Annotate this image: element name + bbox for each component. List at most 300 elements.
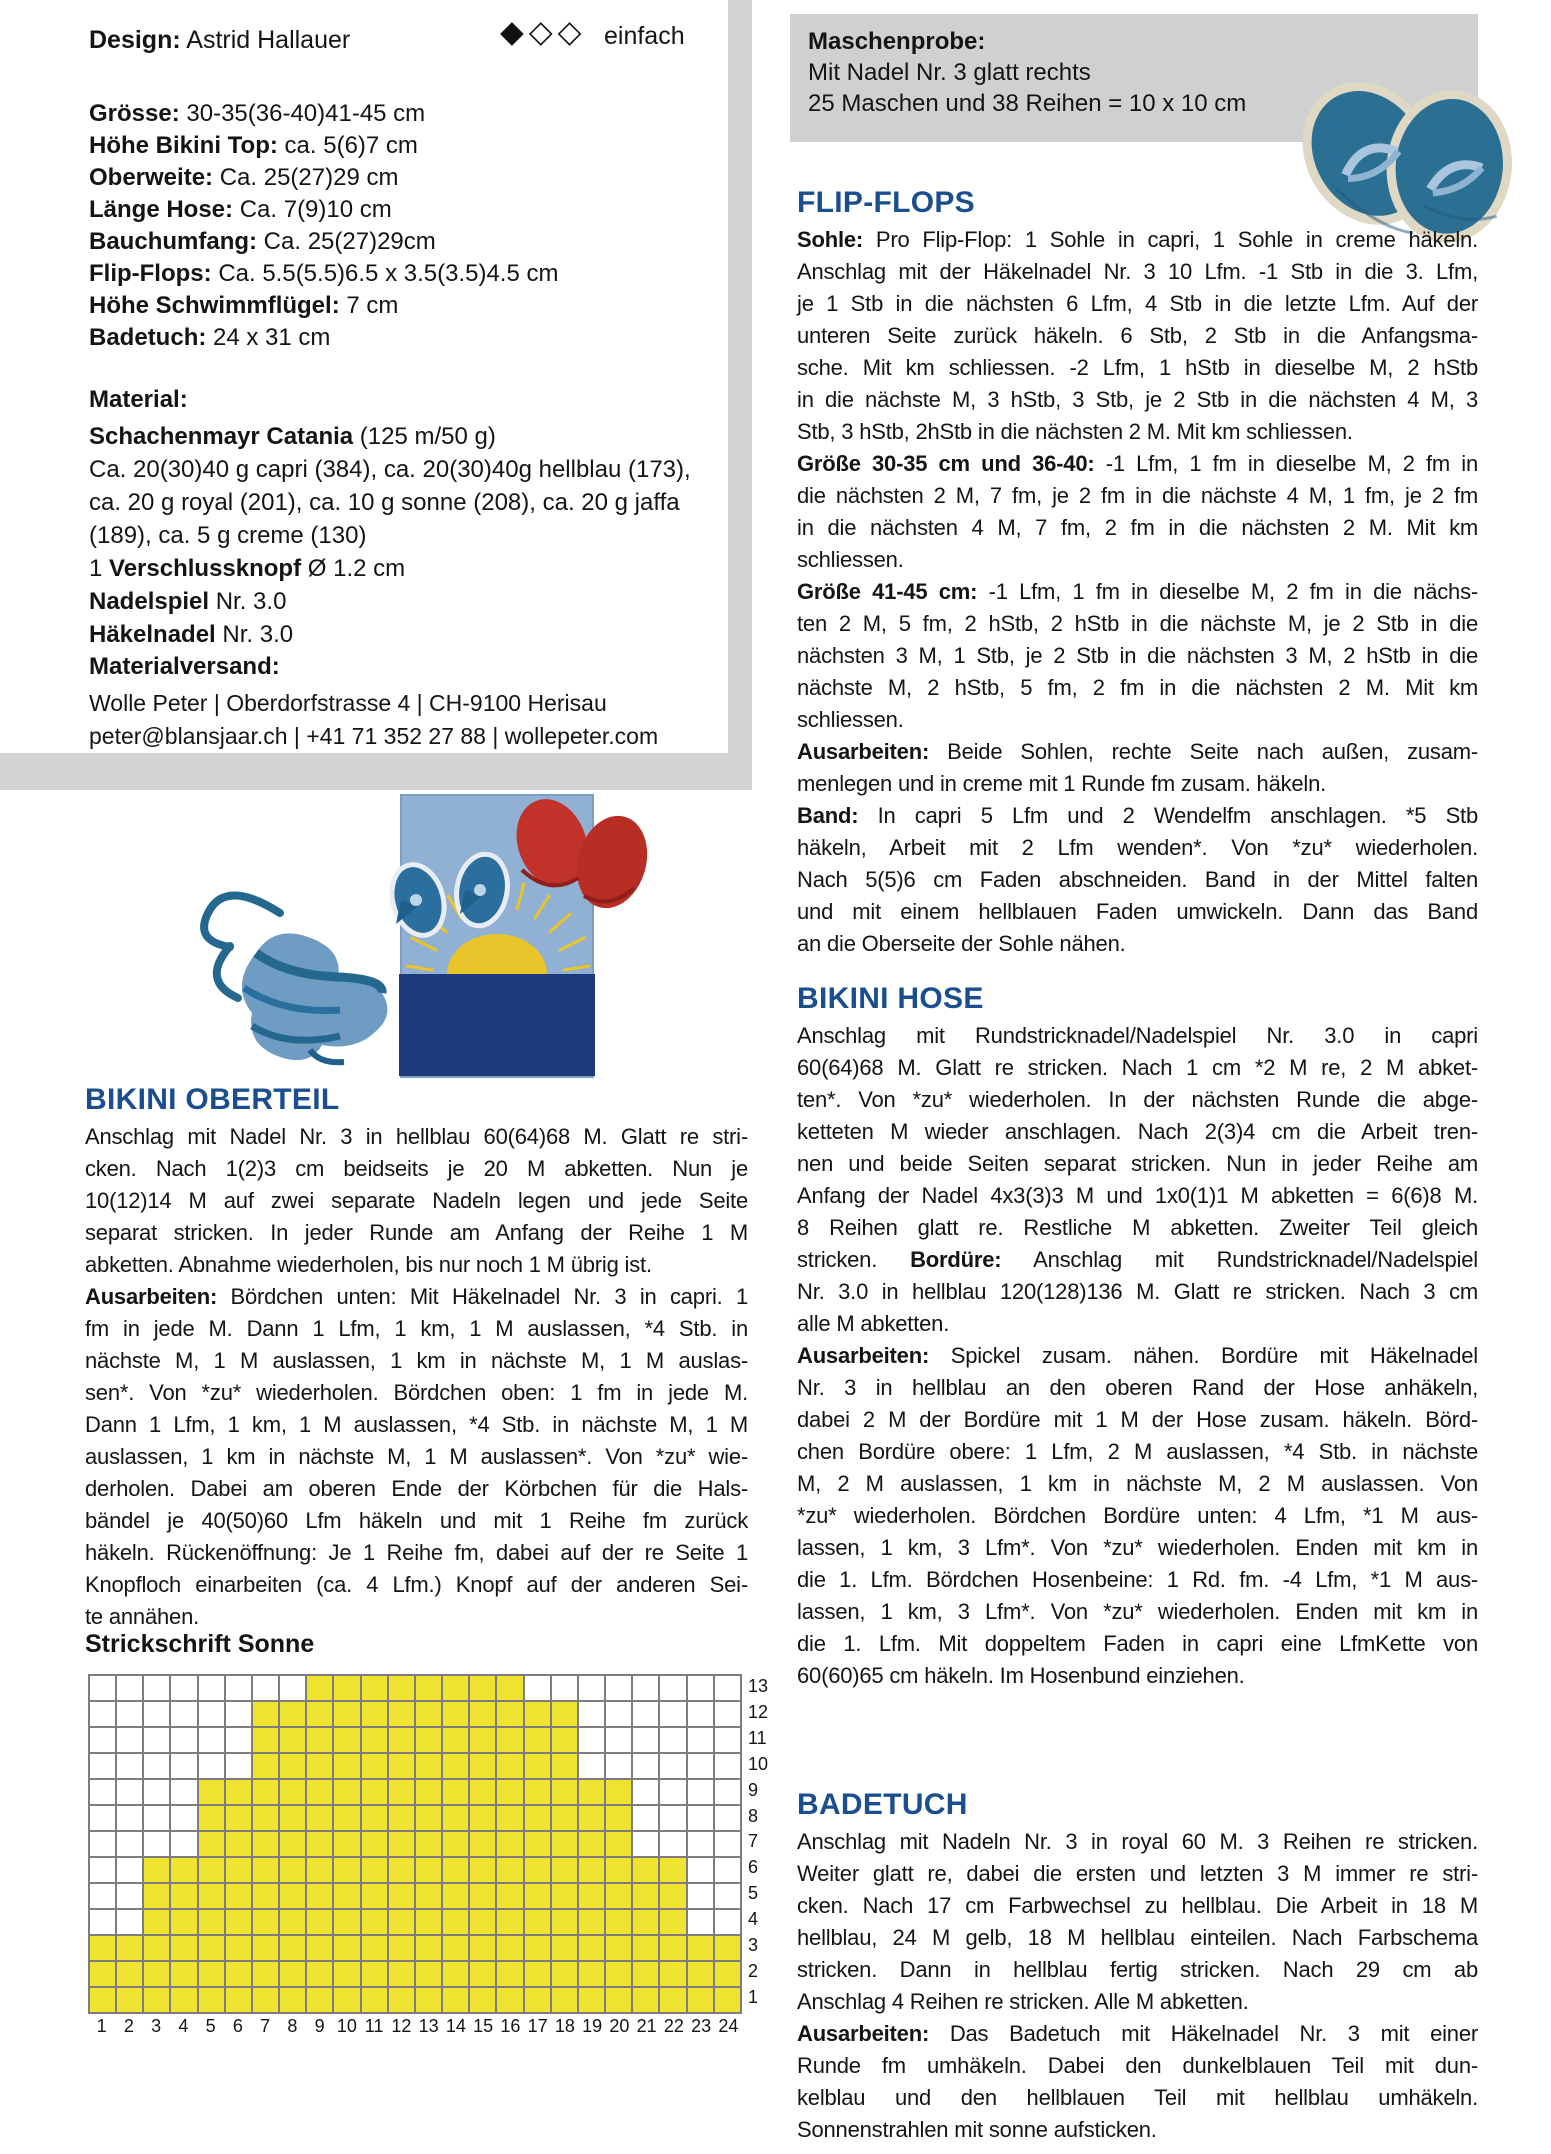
chart-cell-r9-c3 — [144, 1780, 169, 1804]
chart-cell-r8-c19 — [579, 1806, 604, 1830]
chart-cell-r12-c12 — [389, 1702, 414, 1726]
instruction-line: Anschlag mit Rundstricknadel/Nadelspiel Nr. 3.0 in capri — [797, 1023, 1478, 1048]
chart-cell-r11-c20 — [606, 1728, 631, 1752]
chart-cell-r7-c21 — [633, 1832, 658, 1856]
instruction-line: 60(64)68 M. Glatt re stricken. Nach 1 cm *2 M re, 2 M abket- — [797, 1055, 1478, 1080]
material-lines — [89, 420, 749, 651]
chart-cell-r13-c11 — [362, 1676, 387, 1700]
instruction-line: Ausarbeiten: Das Badetuch mit Häkelnadel Nr. 3 mit einer — [797, 2021, 1478, 2046]
text-line: Häkelnadel Nr. 3.0 — [89, 621, 294, 648]
chart-cell-r7-c13 — [416, 1832, 441, 1856]
chart-cell-r6-c15 — [470, 1858, 495, 1882]
chart-column-label: 5 — [205, 2016, 216, 2036]
chart-cell-r7-c4 — [171, 1832, 196, 1856]
chart-cell-r1-c4 — [171, 1988, 196, 2012]
chart-cell-r4-c4 — [171, 1910, 196, 1934]
chart-cell-r2-c2 — [117, 1962, 142, 1986]
chart-cell-r6-c16 — [497, 1858, 522, 1882]
chart-cell-r6-c10 — [334, 1858, 359, 1882]
chart-cell-r10-c10 — [334, 1754, 359, 1778]
chart-column-label: 17 — [527, 2016, 548, 2036]
chart-cell-r12-c2 — [117, 1702, 142, 1726]
chart-cell-r2-c3 — [144, 1962, 169, 1986]
chart-cell-r7-c23 — [688, 1832, 713, 1856]
chart-cell-r13-c21 — [633, 1676, 658, 1700]
chart-cell-r11-c2 — [117, 1728, 142, 1752]
instruction-line: in die nächste M, 3 hStb, 3 Stb, je 2 Stb in die nächsten 4 M, 3 — [797, 387, 1478, 412]
chart-cell-r6-c17 — [525, 1858, 550, 1882]
instruction-line: cken. Nach 17 cm Farbwechsel zu hellblau. Die Arbeit in 18 M — [797, 1893, 1478, 1918]
instruction-line: hellblau, 24 M gelb, 18 M hellblau einteilen. Nach Farbschema — [797, 1925, 1478, 1950]
chart-cell-r5-c13 — [416, 1884, 441, 1908]
chart-row-label: 3 — [748, 1934, 759, 1955]
instruction-line: cken. Nach 1(2)3 cm beidseits je 20 M abketten. Nun je — [85, 1156, 748, 1181]
chart-cell-r13-c6 — [226, 1676, 251, 1700]
chart-cell-r3-c5 — [199, 1936, 224, 1960]
chart-cell-r2-c9 — [307, 1962, 332, 1986]
instruction-line: bändel je 40(50)60 Lfm häkeln und mit 1 Reihe fm zurück — [85, 1508, 748, 1533]
chart-cell-r4-c15 — [470, 1910, 495, 1934]
chart-cell-r7-c19 — [579, 1832, 604, 1856]
chart-cell-r4-c22 — [660, 1910, 685, 1934]
chart-cell-r11-c17 — [525, 1728, 550, 1752]
chart-cell-r5-c10 — [334, 1884, 359, 1908]
instruction-line: alle M abketten. — [797, 1311, 950, 1336]
chart-cell-r10-c23 — [688, 1754, 713, 1778]
chart-cell-r2-c20 — [606, 1962, 631, 1986]
chart-cell-r9-c15 — [470, 1780, 495, 1804]
instruction-line: ten*. Von *zu* wiederholen. In der nächsten Runde die abge- — [797, 1087, 1478, 1112]
chart-cell-r2-c8 — [280, 1962, 305, 1986]
instruction-line: Anschlag 4 Reihen re stricken. Alle M abketten. — [797, 1989, 1249, 2014]
chart-cell-r13-c24 — [715, 1676, 740, 1700]
instruction-line: Weiter glatt re, dabei die ersten und letzten 3 M immer re stri- — [797, 1861, 1478, 1886]
chart-cell-r10-c7 — [253, 1754, 278, 1778]
instruction-line: Stb, 3 hStb, 2hStb in die nächsten 2 M. Mit km schliessen. — [797, 419, 1353, 444]
instruction-line: häkeln, Arbeit mit 2 Lfm wenden*. Von *zu* wiederholen. — [797, 835, 1478, 860]
chart-cell-r2-c22 — [660, 1962, 685, 1986]
chart-cell-r13-c9 — [307, 1676, 332, 1700]
chart-cell-r13-c12 — [389, 1676, 414, 1700]
instruction-line: *zu* wiederholen. Bördchen Bordüre unten: 4 Lfm, *1 M aus- — [797, 1503, 1478, 1528]
difficulty-label: einfach — [604, 22, 685, 50]
chart-cell-r5-c11 — [362, 1884, 387, 1908]
chart-cell-r5-c3 — [144, 1884, 169, 1908]
chart-cell-r1-c15 — [470, 1988, 495, 2012]
chart-cell-r1-c22 — [660, 1988, 685, 2012]
chart-cell-r3-c1 — [90, 1936, 115, 1960]
chart-cell-r2-c4 — [171, 1962, 196, 1986]
chart-cell-r5-c22 — [660, 1884, 685, 1908]
chart-cell-r11-c19 — [579, 1728, 604, 1752]
chart-cell-r12-c17 — [525, 1702, 550, 1726]
chart-cell-r10-c6 — [226, 1754, 251, 1778]
chart-cell-r10-c3 — [144, 1754, 169, 1778]
chart-cell-r12-c20 — [606, 1702, 631, 1726]
separator-band — [0, 753, 752, 790]
chart-cell-r5-c15 — [470, 1884, 495, 1908]
chart-cell-r7-c8 — [280, 1832, 305, 1856]
text-line: peter@blansjaar.ch | +41 71 352 27 88 | wollepeter.com — [89, 723, 659, 749]
chart-cell-r12-c6 — [226, 1702, 251, 1726]
chart-cell-r5-c8 — [280, 1884, 305, 1908]
chart-cell-r10-c24 — [715, 1754, 740, 1778]
chart-row-label: 8 — [748, 1805, 759, 1826]
chart-column-label: 2 — [123, 2016, 134, 2036]
text-line: Ca. 20(30)40 g capri (384), ca. 20(30)40g hellblau (173), — [89, 456, 691, 483]
chart-cell-r11-c16 — [497, 1728, 522, 1752]
chart-cell-r8-c9 — [307, 1806, 332, 1830]
instruction-line: kelblau und den hellblauen Teil mit hellblau umhäkeln. — [797, 2085, 1478, 2110]
chart-cell-r10-c15 — [470, 1754, 495, 1778]
chart-cell-r1-c16 — [497, 1988, 522, 2012]
instruction-line: nen und beide Seiten separat stricken. Nun in jeder Reihe am — [797, 1151, 1478, 1176]
chart-cell-r8-c13 — [416, 1806, 441, 1830]
chart-cell-r6-c7 — [253, 1858, 278, 1882]
instruction-line: Ausarbeiten: Beide Sohlen, rechte Seite nach außen, zusam- — [797, 739, 1478, 764]
chart-cell-r6-c14 — [443, 1858, 468, 1882]
chart-cell-r8-c23 — [688, 1806, 713, 1830]
chart-cell-r12-c15 — [470, 1702, 495, 1726]
chart-cell-r9-c6 — [226, 1780, 251, 1804]
chart-cell-r1-c5 — [199, 1988, 224, 2012]
chart-row-labels — [748, 1674, 782, 2010]
chart-cell-r9-c7 — [253, 1780, 278, 1804]
chart-column-labels — [88, 2016, 742, 2037]
instruction-line: Knopfloch einarbeiten (ca. 4 Lfm.) Knopf auf der anderen Sei- — [85, 1572, 748, 1597]
chart-cell-r10-c16 — [497, 1754, 522, 1778]
chart-cell-r11-c7 — [253, 1728, 278, 1752]
chart-cell-r9-c13 — [416, 1780, 441, 1804]
chart-cell-r11-c6 — [226, 1728, 251, 1752]
chart-cell-r13-c1 — [90, 1676, 115, 1700]
chart-cell-r6-c21 — [633, 1858, 658, 1882]
text-line: 1 Verschlussknopf Ø 1.2 cm — [89, 555, 406, 582]
instruction-line: ketteten M wieder anschlagen. Nach 2(3)4 cm die Arbeit tren- — [797, 1119, 1478, 1144]
chart-cell-r13-c14 — [443, 1676, 468, 1700]
chart-cell-r7-c3 — [144, 1832, 169, 1856]
chart-cell-r9-c1 — [90, 1780, 115, 1804]
chart-cell-r4-c17 — [525, 1910, 550, 1934]
chart-cell-r5-c7 — [253, 1884, 278, 1908]
size-info-row: Oberweite: Ca. 25(27)29 cm — [89, 164, 399, 191]
chart-cell-r3-c18 — [552, 1936, 577, 1960]
chart-cell-r9-c4 — [171, 1780, 196, 1804]
chart-cell-r8-c5 — [199, 1806, 224, 1830]
chart-cell-r9-c5 — [199, 1780, 224, 1804]
chart-cell-r11-c5 — [199, 1728, 224, 1752]
chart-cell-r7-c6 — [226, 1832, 251, 1856]
chart-cell-r11-c11 — [362, 1728, 387, 1752]
chart-cell-r4-c13 — [416, 1910, 441, 1934]
bikini-hose-instructions — [797, 1020, 1478, 1692]
design-label: Design: — [89, 26, 181, 54]
chart-cell-r9-c9 — [307, 1780, 332, 1804]
chart-column-label: 4 — [178, 2016, 189, 2036]
chart-cell-r12-c23 — [688, 1702, 713, 1726]
chart-cell-r4-c6 — [226, 1910, 251, 1934]
chart-column-label: 1 — [96, 2016, 107, 2036]
chart-cell-r13-c7 — [253, 1676, 278, 1700]
chart-column-label: 12 — [391, 2016, 412, 2036]
chart-cell-r9-c17 — [525, 1780, 550, 1804]
chart-cell-r13-c20 — [606, 1676, 631, 1700]
chart-cell-r3-c11 — [362, 1936, 387, 1960]
chart-title: Strickschrift Sonne — [85, 1630, 315, 1658]
instruction-line: die nächsten 2 M, 7 fm, je 2 fm in die nächste 4 M, 1 fm, je 2 fm — [797, 483, 1478, 508]
chart-cell-r7-c15 — [470, 1832, 495, 1856]
chart-column-label: 3 — [151, 2016, 162, 2036]
instruction-line: menlegen und in creme mit 1 Runde fm zusam. häkeln. — [797, 771, 1327, 796]
chart-cell-r3-c7 — [253, 1936, 278, 1960]
instruction-line: Dann 1 Lfm, 1 km, 1 M auslassen, *4 Stb. in nächste M, 1 M — [85, 1412, 748, 1437]
chart-cell-r13-c13 — [416, 1676, 441, 1700]
chart-cell-r9-c14 — [443, 1780, 468, 1804]
chart-column-label: 22 — [663, 2016, 684, 2036]
instruction-line: die 1. Lfm. Bördchen Hosenbeine: 1 Rd. fm. -4 Lfm, *1 M aus- — [797, 1567, 1478, 1592]
chart-column-label: 15 — [473, 2016, 494, 2036]
chart-cell-r4-c18 — [552, 1910, 577, 1934]
chart-cell-r12-c9 — [307, 1702, 332, 1726]
chart-cell-r6-c22 — [660, 1858, 685, 1882]
instruction-line: je 1 Stb in die nächsten 6 Lfm, 4 Stb in die letzte Lfm. Auf der — [797, 291, 1478, 316]
chart-cell-r6-c4 — [171, 1858, 196, 1882]
chart-cell-r10-c20 — [606, 1754, 631, 1778]
chart-cell-r9-c24 — [715, 1780, 740, 1804]
chart-cell-r1-c3 — [144, 1988, 169, 2012]
chart-cell-r11-c3 — [144, 1728, 169, 1752]
chart-cell-r11-c23 — [688, 1728, 713, 1752]
instruction-line: auslassen, 1 km in nächste M, 1 M auslassen*. Von *zu* wie- — [85, 1444, 748, 1469]
section-title-flipflops: FLIP-FLOPS — [797, 186, 975, 219]
chart-cell-r8-c20 — [606, 1806, 631, 1830]
chart-cell-r9-c22 — [660, 1780, 685, 1804]
badetuch-instructions — [797, 1826, 1478, 2146]
chart-row-label: 2 — [748, 1960, 759, 1981]
chart-cell-r2-c24 — [715, 1962, 740, 1986]
chart-cell-r13-c17 — [525, 1676, 550, 1700]
chart-cell-r9-c18 — [552, 1780, 577, 1804]
chart-cell-r10-c18 — [552, 1754, 577, 1778]
chart-cell-r4-c21 — [633, 1910, 658, 1934]
chart-cell-r8-c8 — [280, 1806, 305, 1830]
chart-cell-r13-c2 — [117, 1676, 142, 1700]
chart-cell-r8-c4 — [171, 1806, 196, 1830]
chart-cell-r3-c21 — [633, 1936, 658, 1960]
instruction-line: Größe 30-35 cm und 36-40: -1 Lfm, 1 fm in dieselbe M, 2 fm in — [797, 451, 1478, 476]
instruction-line: 8 Reihen glatt re. Restliche M abketten. Zweiter Teil gleich — [797, 1215, 1478, 1240]
chart-cell-r4-c24 — [715, 1910, 740, 1934]
chart-cell-r4-c16 — [497, 1910, 522, 1934]
instruction-line: und mit einem hellblauen Faden umwickeln. Dann das Band — [797, 899, 1478, 924]
chart-cell-r1-c19 — [579, 1988, 604, 2012]
chart-cell-r3-c24 — [715, 1936, 740, 1960]
chart-cell-r8-c14 — [443, 1806, 468, 1830]
chart-cell-r12-c5 — [199, 1702, 224, 1726]
chart-cell-r6-c2 — [117, 1858, 142, 1882]
instruction-line: schliessen. — [797, 547, 904, 572]
chart-cell-r6-c23 — [688, 1858, 713, 1882]
instruction-line: Nr. 3 in hellblau an den oberen Rand der Hose anhäkeln, — [797, 1375, 1478, 1400]
chart-cell-r12-c13 — [416, 1702, 441, 1726]
chart-cell-r3-c3 — [144, 1936, 169, 1960]
instruction-line: sen*. Von *zu* wiederholen. Bördchen oben: 1 fm in jede M. — [85, 1380, 748, 1405]
chart-cell-r8-c11 — [362, 1806, 387, 1830]
chart-cell-r5-c12 — [389, 1884, 414, 1908]
chart-cell-r13-c8 — [280, 1676, 305, 1700]
instruction-line: Runde fm umhäkeln. Dabei den dunkelblauen Teil mit dun- — [797, 2053, 1478, 2078]
chart-cell-r3-c4 — [171, 1936, 196, 1960]
size-info-row: Höhe Schwimmflügel: 7 cm — [89, 292, 399, 319]
chart-cell-r2-c13 — [416, 1962, 441, 1986]
chart-cell-r1-c6 — [226, 1988, 251, 2012]
chart-cell-r5-c14 — [443, 1884, 468, 1908]
instruction-line: te annähen. — [85, 1604, 200, 1629]
chart-cell-r6-c6 — [226, 1858, 251, 1882]
chart-cell-r8-c10 — [334, 1806, 359, 1830]
chart-cell-r8-c22 — [660, 1806, 685, 1830]
chart-cell-r4-c3 — [144, 1910, 169, 1934]
chart-cell-r10-c22 — [660, 1754, 685, 1778]
chart-cell-r3-c2 — [117, 1936, 142, 1960]
chart-row-label: 12 — [748, 1702, 769, 1723]
chart-row-label: 1 — [748, 1986, 759, 2007]
instruction-line: Ausarbeiten: Spickel zusam. nähen. Bordüre mit Häkelnadel — [797, 1343, 1478, 1368]
instruction-line: Ausarbeiten: Bördchen unten: Mit Häkelnadel Nr. 3 in capri. 1 — [85, 1284, 748, 1309]
chart-cell-r6-c5 — [199, 1858, 224, 1882]
text-line: Wolle Peter | Oberdorfstrasse 4 | CH-9100 Herisau — [89, 690, 607, 716]
chart-cell-r2-c7 — [253, 1962, 278, 1986]
chart-cell-r5-c16 — [497, 1884, 522, 1908]
chart-cell-r7-c1 — [90, 1832, 115, 1856]
chart-cell-r1-c24 — [715, 1988, 740, 2012]
chart-cell-r7-c22 — [660, 1832, 685, 1856]
chart-cell-r1-c17 — [525, 1988, 550, 2012]
section-title-bikini-hose: BIKINI HOSE — [797, 982, 984, 1015]
chart-cell-r1-c8 — [280, 1988, 305, 2012]
instruction-line: nächste M, 2 hStb, 5 fm, 2 fm in die nächsten 2 M. Mit km — [797, 675, 1478, 700]
chart-cell-r1-c9 — [307, 1988, 332, 2012]
chart-cell-r13-c10 — [334, 1676, 359, 1700]
chart-cell-r1-c7 — [253, 1988, 278, 2012]
size-info-row: Flip-Flops: Ca. 5.5(5.5)6.5 x 3.5(3.5)4.5 cm — [89, 260, 559, 287]
size-info-row: Länge Hose: Ca. 7(9)10 cm — [89, 196, 392, 223]
chart-cell-r2-c15 — [470, 1962, 495, 1986]
chart-cell-r8-c24 — [715, 1806, 740, 1830]
chart-cell-r2-c23 — [688, 1962, 713, 1986]
design-line — [89, 26, 350, 55]
chart-cell-r1-c14 — [443, 1988, 468, 2012]
chart-cell-r11-c13 — [416, 1728, 441, 1752]
chart-cell-r11-c15 — [470, 1728, 495, 1752]
chart-cell-r6-c1 — [90, 1858, 115, 1882]
chart-cell-r12-c8 — [280, 1702, 305, 1726]
chart-cell-r4-c14 — [443, 1910, 468, 1934]
chart-cell-r2-c17 — [525, 1962, 550, 1986]
chart-cell-r8-c7 — [253, 1806, 278, 1830]
chart-cell-r5-c20 — [606, 1884, 631, 1908]
bikini-set-photo — [160, 788, 650, 1088]
chart-cell-r11-c14 — [443, 1728, 468, 1752]
chart-cell-r6-c9 — [307, 1858, 332, 1882]
chart-cell-r7-c2 — [117, 1832, 142, 1856]
difficulty-diamonds-icon: ◆◇◇ — [500, 14, 587, 49]
instruction-line: dabei 2 M der Bordüre mit 1 M der Hose zusam. häkeln. Börd- — [797, 1407, 1478, 1432]
instruction-line: derholen. Dabei am oberen Ende der Körbchen für die Hals- — [85, 1476, 748, 1501]
instruction-line: M, 2 M auslassen, 1 km in nächste M, 2 M auslassen. Von — [797, 1471, 1478, 1496]
chart-column-label: 10 — [336, 2016, 357, 2036]
instruction-line: Nach 5(5)6 cm Faden abschneiden. Band in der Mittel falten — [797, 867, 1478, 892]
bikini-oberteil-instructions — [85, 1121, 748, 1633]
chart-cell-r13-c23 — [688, 1676, 713, 1700]
chart-cell-r10-c1 — [90, 1754, 115, 1778]
instruction-line: Anschlag mit der Häkelnadel Nr. 3 10 Lfm. -1 Stb in die 3. Lfm, — [797, 259, 1478, 284]
chart-cell-r11-c12 — [389, 1728, 414, 1752]
chart-cell-r2-c12 — [389, 1962, 414, 1986]
gauge-line-1: Mit Nadel Nr. 3 glatt rechts — [808, 59, 1091, 86]
sun-chart-grid — [88, 1674, 742, 2014]
chart-cell-r6-c18 — [552, 1858, 577, 1882]
chart-row-label: 4 — [748, 1909, 759, 1930]
bikini-graphic — [204, 896, 387, 1063]
chart-cell-r2-c1 — [90, 1962, 115, 1986]
chart-cell-r2-c16 — [497, 1962, 522, 1986]
instruction-line: lassen, 1 km, 3 Lfm*. Von *zu* wiederholen. Enden mit km in — [797, 1535, 1478, 1560]
chart-cell-r10-c13 — [416, 1754, 441, 1778]
chart-row-label: 7 — [748, 1831, 759, 1852]
instruction-line: häkeln. Rückenöffnung: Je 1 Reihe fm, dabei auf der re Seite 1 — [85, 1540, 748, 1565]
chart-cell-r11-c22 — [660, 1728, 685, 1752]
chart-column-label: 8 — [287, 2016, 298, 2036]
chart-cell-r2-c5 — [199, 1962, 224, 1986]
instruction-line: Sohle: Pro Flip-Flop: 1 Sohle in capri, 1 Sohle in creme häkeln. — [797, 227, 1478, 252]
chart-cell-r7-c14 — [443, 1832, 468, 1856]
instruction-line: separat stricken. In jeder Runde am Anfang der Reihe 1 M — [85, 1220, 748, 1245]
chart-cell-r11-c21 — [633, 1728, 658, 1752]
section-title-bikini-oberteil: BIKINI OBERTEIL — [85, 1083, 340, 1116]
chart-cell-r3-c13 — [416, 1936, 441, 1960]
size-info-row: Grösse: 30-35(36-40)41-45 cm — [89, 100, 426, 127]
chart-cell-r12-c21 — [633, 1702, 658, 1726]
instruction-line: Sonnenstrahlen mit sonne aufsticken. — [797, 2117, 1157, 2142]
chart-cell-r7-c16 — [497, 1832, 522, 1856]
chart-column-label: 13 — [418, 2016, 439, 2036]
chart-cell-r3-c20 — [606, 1936, 631, 1960]
chart-cell-r10-c8 — [280, 1754, 305, 1778]
chart-cell-r4-c1 — [90, 1910, 115, 1934]
chart-cell-r12-c1 — [90, 1702, 115, 1726]
chart-cell-r6-c8 — [280, 1858, 305, 1882]
chart-cell-r10-c21 — [633, 1754, 658, 1778]
chart-cell-r9-c23 — [688, 1780, 713, 1804]
instruction-line: fm in jede M. Dann 1 Lfm, 1 km, 1 M auslassen, *4 Stb. in — [85, 1316, 748, 1341]
chart-cell-r11-c10 — [334, 1728, 359, 1752]
instruction-line: schliessen. — [797, 707, 904, 732]
text-line: Nadelspiel Nr. 3.0 — [89, 588, 287, 615]
chart-cell-r2-c10 — [334, 1962, 359, 1986]
chart-cell-r4-c20 — [606, 1910, 631, 1934]
chart-cell-r6-c13 — [416, 1858, 441, 1882]
chart-cell-r11-c8 — [280, 1728, 305, 1752]
chart-column-label: 6 — [232, 2016, 243, 2036]
chart-cell-r10-c2 — [117, 1754, 142, 1778]
chart-cell-r3-c23 — [688, 1936, 713, 1960]
chart-cell-r2-c11 — [362, 1962, 387, 1986]
designer-name: Astrid Hallauer — [186, 26, 351, 54]
chart-cell-r3-c9 — [307, 1936, 332, 1960]
chart-cell-r8-c6 — [226, 1806, 251, 1830]
chart-cell-r13-c18 — [552, 1676, 577, 1700]
